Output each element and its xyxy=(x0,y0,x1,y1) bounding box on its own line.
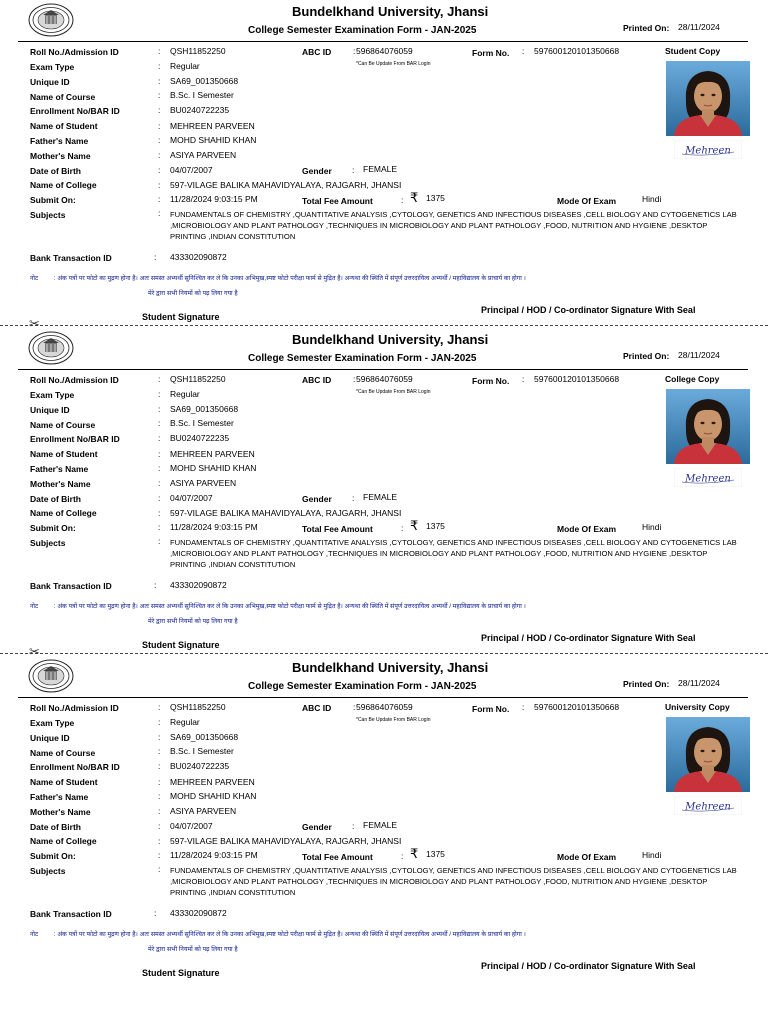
colon: : xyxy=(154,580,157,590)
dob-value: 04/07/2007 xyxy=(170,165,213,175)
abc-id-value: 596864076059 xyxy=(356,374,413,384)
note-text xyxy=(30,601,526,610)
college-value: 597-VILAGE BALIKA MAHAVIDYALAYA, RAJGARH, JHANSI xyxy=(170,508,402,518)
colon: : xyxy=(158,717,161,727)
roll-no-label: Roll No./Admission ID xyxy=(30,703,119,713)
subjects-label: Subjects xyxy=(30,538,66,548)
abc-id-note: *Can Be Update From BAR Login xyxy=(356,61,431,67)
exam-type-label: Exam Type xyxy=(30,390,75,400)
colon: : xyxy=(401,523,404,533)
university-logo-icon xyxy=(28,659,74,693)
student-name-label: Name of Student xyxy=(30,121,98,131)
submit-on-label: Submit On: xyxy=(30,851,76,861)
submit-on-value: 11/28/2024 9:03:15 PM xyxy=(170,522,258,532)
subjects-label: Subjects xyxy=(30,210,66,220)
colon: : xyxy=(158,777,161,787)
fee-label: Total Fee Amount xyxy=(302,196,373,206)
dob-label: Date of Birth xyxy=(30,494,81,504)
enrollment-value: BU0240722235 xyxy=(170,105,230,115)
gender-value: FEMALE xyxy=(363,164,398,174)
exam-type-label: Exam Type xyxy=(30,718,75,728)
colon: : xyxy=(158,389,161,399)
bank-transaction-label: Bank Transaction ID xyxy=(30,581,112,591)
student-name-value: MEHREEN PARVEEN xyxy=(170,777,255,787)
fee-value: 1375 xyxy=(426,521,445,531)
gender-value: FEMALE xyxy=(363,820,398,830)
note-label: नोट xyxy=(30,275,39,282)
cut-line xyxy=(0,653,768,654)
fee-label: Total Fee Amount xyxy=(302,852,373,862)
note-label: नोट xyxy=(30,603,39,610)
note-body: : अंक पत्रों पर फोटो का मुद्रण होना है। अतः समस्त अभ्यर्थी सुनिश्चित कर ले कि उनका अभिमुख,स्पष्ट फोटो परीक्षा फार्म से मुद्रित है। अन्यथा की स्थिति में संपूर्ण उत्तरदायित्व अभ्यर्थी / महाविद्यालय के प्राचार्य का होगा । xyxy=(53,931,526,938)
course-label: Name of Course xyxy=(30,92,96,102)
rupee-icon: ₹ xyxy=(410,846,419,861)
rupee-icon: ₹ xyxy=(410,518,419,533)
colon: : xyxy=(158,746,161,756)
course-label: Name of Course xyxy=(30,748,96,758)
printed-on-date: 28/11/2024 xyxy=(678,350,720,360)
form-no-label: Form No. xyxy=(472,48,510,58)
colon: : xyxy=(401,195,404,205)
student-name-label: Name of Student xyxy=(30,449,98,459)
mother-name-value: ASIYA PARVEEN xyxy=(170,478,237,488)
printed-on-date: 28/11/2024 xyxy=(678,22,720,32)
rupee-icon: ₹ xyxy=(410,190,419,205)
father-name-value: MOHD SHAHID KHAN xyxy=(170,791,257,801)
colon: : xyxy=(158,508,161,518)
course-value: B.Sc. I Semester xyxy=(170,90,234,100)
abc-id-value: 596864076059 xyxy=(356,702,413,712)
college-value: 597-VILAGE BALIKA MAHAVIDYALAYA, RAJGARH, JHANSI xyxy=(170,180,402,190)
principal-signature-label: Principal / HOD / Co-ordinator Signature With Seal xyxy=(481,305,696,315)
roll-no-label: Roll No./Admission ID xyxy=(30,375,119,385)
svg-text:Mehreen: Mehreen xyxy=(685,801,731,813)
colon: : xyxy=(158,404,161,414)
submit-on-label: Submit On: xyxy=(30,195,76,205)
unique-id-label: Unique ID xyxy=(30,733,70,743)
form-no-value: 597600120101350668 xyxy=(534,46,620,56)
colon: : xyxy=(158,121,161,131)
colon: : xyxy=(352,821,355,831)
colon: : xyxy=(158,761,161,771)
copy-label: College Copy xyxy=(665,374,720,384)
submit-on-label: Submit On: xyxy=(30,523,76,533)
mode-of-exam-value: Hindi xyxy=(642,522,662,532)
colon: : xyxy=(158,522,161,532)
enrollment-label: Enrollment No/BAR ID xyxy=(30,762,120,772)
student-photo xyxy=(666,61,750,136)
subjects-value: FUNDAMENTALS OF CHEMISTRY ,QUANTITATIVE ANALYSIS ,CYTOLOGY, GENETICS AND INFECTIOUS DISEASES ,CELL BIOLOGY AND CYTOGENETICS LAB ,MICROBIOLOGY AND PLANT PATHOLOGY ,TECHNIQUES IN MICROBIOLOGY AND PLANT PATHOLOGY ,FOOD, NUTRITION AND HYGIENE ,DESKTOP PRINTING ,INDIAN CONSTITUTION xyxy=(170,866,737,898)
gender-value: FEMALE xyxy=(363,492,398,502)
student-photo xyxy=(666,717,750,792)
colon: : xyxy=(352,493,355,503)
form-no-value: 597600120101350668 xyxy=(534,702,620,712)
colon: : xyxy=(158,374,161,384)
mother-name-label: Mother's Name xyxy=(30,807,91,817)
colon: : xyxy=(158,150,161,160)
fee-value: 1375 xyxy=(426,193,445,203)
abc-id-label: ABC ID xyxy=(302,47,332,57)
header-rule xyxy=(18,369,748,370)
note-text xyxy=(30,273,526,282)
header-rule xyxy=(18,41,748,42)
scissors-icon: ✂ xyxy=(29,644,40,659)
course-value: B.Sc. I Semester xyxy=(170,746,234,756)
svg-text:Mehreen: Mehreen xyxy=(685,473,731,485)
roll-no-value: QSH11852250 xyxy=(170,46,226,56)
bank-transaction-value: 433302090872 xyxy=(170,580,227,590)
dob-value: 04/07/2007 xyxy=(170,821,213,831)
note-body: : अंक पत्रों पर फोटो का मुद्रण होना है। अतः समस्त अभ्यर्थी सुनिश्चित कर ले कि उनका अभिमुख,स्पष्ट फोटो परीक्षा फार्म से मुद्रित है। अन्यथा की स्थिति में संपूर्ण उत्तरदायित्व अभ्यर्थी / महाविद्यालय के प्राचार्य का होगा । xyxy=(53,275,526,282)
colon: : xyxy=(158,821,161,831)
bank-transaction-value: 433302090872 xyxy=(170,908,227,918)
dob-label: Date of Birth xyxy=(30,166,81,176)
colon: : xyxy=(158,791,161,801)
printed-on-label: Printed On: xyxy=(623,23,670,33)
scissors-icon: ✂ xyxy=(29,316,40,331)
course-label: Name of Course xyxy=(30,420,96,430)
exam-type-value: Regular xyxy=(170,717,200,727)
colon: : xyxy=(158,850,161,860)
colon: : xyxy=(158,135,161,145)
note-text xyxy=(30,929,526,938)
colon: : xyxy=(158,836,161,846)
submit-on-value: 11/28/2024 9:03:15 PM xyxy=(170,194,258,204)
colon: : xyxy=(353,374,356,384)
form-no-label: Form No. xyxy=(472,376,510,386)
colon: : xyxy=(158,46,161,56)
unique-id-value: SA69_001350668 xyxy=(170,76,239,86)
subjects-value: FUNDAMENTALS OF CHEMISTRY ,QUANTITATIVE ANALYSIS ,CYTOLOGY, GENETICS AND INFECTIOUS DISEASES ,CELL BIOLOGY AND CYTOGENETICS LAB ,MICROBIOLOGY AND PLANT PATHOLOGY ,TECHNIQUES IN MICROBIOLOGY AND PLANT PATHOLOGY ,FOOD, NUTRITION AND HYGIENE ,DESKTOP PRINTING ,INDIAN CONSTITUTION xyxy=(170,538,737,570)
mother-name-label: Mother's Name xyxy=(30,479,91,489)
colon: : xyxy=(401,851,404,861)
fee-label: Total Fee Amount xyxy=(302,524,373,534)
principal-signature-label: Principal / HOD / Co-ordinator Signature With Seal xyxy=(481,961,696,971)
colon: : xyxy=(158,165,161,175)
student-signature-image xyxy=(674,796,742,815)
header-rule xyxy=(18,697,748,698)
colon: : xyxy=(158,449,161,459)
mode-of-exam-label: Mode Of Exam xyxy=(557,852,617,862)
university-logo-icon xyxy=(28,3,74,37)
colon: : xyxy=(158,433,161,443)
gender-label: Gender xyxy=(302,494,332,504)
student-signature-image xyxy=(674,140,742,159)
unique-id-value: SA69_001350668 xyxy=(170,404,239,414)
abc-id-label: ABC ID xyxy=(302,375,332,385)
colon: : xyxy=(522,46,525,56)
declaration-text: मेरे द्वारा सभी नियमों को पढ़ लिया गया है xyxy=(148,618,238,625)
bank-transaction-label: Bank Transaction ID xyxy=(30,909,112,919)
printed-on-label: Printed On: xyxy=(623,351,670,361)
university-name: Bundelkhand University, Jhansi xyxy=(292,660,489,675)
course-value: B.Sc. I Semester xyxy=(170,418,234,428)
gender-label: Gender xyxy=(302,166,332,176)
form-no-value: 597600120101350668 xyxy=(534,374,620,384)
colon: : xyxy=(158,105,161,115)
colon: : xyxy=(158,180,161,190)
principal-signature-label: Principal / HOD / Co-ordinator Signature With Seal xyxy=(481,633,696,643)
father-name-label: Father's Name xyxy=(30,464,89,474)
university-name: Bundelkhand University, Jhansi xyxy=(292,332,489,347)
colon: : xyxy=(158,194,161,204)
form-title: College Semester Examination Form - JAN-2025 xyxy=(248,25,477,36)
colon: : xyxy=(154,252,157,262)
colon: : xyxy=(522,374,525,384)
note-label: नोट xyxy=(30,931,39,938)
exam-type-label: Exam Type xyxy=(30,62,75,72)
printed-on-date: 28/11/2024 xyxy=(678,678,720,688)
colon: : xyxy=(158,493,161,503)
unique-id-label: Unique ID xyxy=(30,405,70,415)
college-label: Name of College xyxy=(30,508,97,518)
college-label: Name of College xyxy=(30,836,97,846)
mode-of-exam-value: Hindi xyxy=(642,850,662,860)
colon: : xyxy=(158,418,161,428)
dob-value: 04/07/2007 xyxy=(170,493,213,503)
colon: : xyxy=(158,463,161,473)
exam-type-value: Regular xyxy=(170,61,200,71)
mother-name-value: ASIYA PARVEEN xyxy=(170,806,237,816)
bank-transaction-label: Bank Transaction ID xyxy=(30,253,112,263)
student-photo xyxy=(666,389,750,464)
mother-name-value: ASIYA PARVEEN xyxy=(170,150,237,160)
mode-of-exam-label: Mode Of Exam xyxy=(557,524,617,534)
father-name-value: MOHD SHAHID KHAN xyxy=(170,463,257,473)
father-name-label: Father's Name xyxy=(30,136,89,146)
enrollment-value: BU0240722235 xyxy=(170,433,230,443)
student-signature-label: Student Signature xyxy=(142,640,220,650)
student-name-value: MEHREEN PARVEEN xyxy=(170,449,255,459)
colon: : xyxy=(522,702,525,712)
exam-form-copy xyxy=(0,0,768,328)
colon: : xyxy=(158,61,161,71)
dob-label: Date of Birth xyxy=(30,822,81,832)
roll-no-label: Roll No./Admission ID xyxy=(30,47,119,57)
copy-label: Student Copy xyxy=(665,46,721,56)
exam-form-copy xyxy=(0,656,768,984)
colon: : xyxy=(353,702,356,712)
roll-no-value: QSH11852250 xyxy=(170,702,226,712)
form-title: College Semester Examination Form - JAN-2025 xyxy=(248,353,477,364)
colon: : xyxy=(353,46,356,56)
colon: : xyxy=(352,165,355,175)
printed-on-label: Printed On: xyxy=(623,679,670,689)
colon: : xyxy=(158,536,161,546)
copy-label: University Copy xyxy=(665,702,730,712)
declaration-text: मेरे द्वारा सभी नियमों को पढ़ लिया गया है xyxy=(148,290,238,297)
colon: : xyxy=(158,478,161,488)
svg-text:Mehreen: Mehreen xyxy=(685,145,731,157)
subjects-label: Subjects xyxy=(30,866,66,876)
mode-of-exam-label: Mode Of Exam xyxy=(557,196,617,206)
enrollment-label: Enrollment No/BAR ID xyxy=(30,106,120,116)
student-signature-label: Student Signature xyxy=(142,968,220,978)
university-logo-icon xyxy=(28,331,74,365)
cut-line xyxy=(0,325,768,326)
gender-label: Gender xyxy=(302,822,332,832)
student-name-label: Name of Student xyxy=(30,777,98,787)
bank-transaction-value: 433302090872 xyxy=(170,252,227,262)
colon: : xyxy=(158,864,161,874)
colon: : xyxy=(158,806,161,816)
colon: : xyxy=(158,208,161,218)
exam-form-copy xyxy=(0,328,768,656)
colon: : xyxy=(158,76,161,86)
declaration-text: मेरे द्वारा सभी नियमों को पढ़ लिया गया है xyxy=(148,946,238,953)
abc-id-value: 596864076059 xyxy=(356,46,413,56)
student-signature-image xyxy=(674,468,742,487)
exam-type-value: Regular xyxy=(170,389,200,399)
form-title: College Semester Examination Form - JAN-2025 xyxy=(248,681,477,692)
colon: : xyxy=(158,702,161,712)
abc-id-label: ABC ID xyxy=(302,703,332,713)
college-label: Name of College xyxy=(30,180,97,190)
student-name-value: MEHREEN PARVEEN xyxy=(170,121,255,131)
mother-name-label: Mother's Name xyxy=(30,151,91,161)
colon: : xyxy=(154,908,157,918)
father-name-label: Father's Name xyxy=(30,792,89,802)
fee-value: 1375 xyxy=(426,849,445,859)
enrollment-label: Enrollment No/BAR ID xyxy=(30,434,120,444)
colon: : xyxy=(158,732,161,742)
unique-id-label: Unique ID xyxy=(30,77,70,87)
form-no-label: Form No. xyxy=(472,704,510,714)
subjects-value: FUNDAMENTALS OF CHEMISTRY ,QUANTITATIVE ANALYSIS ,CYTOLOGY, GENETICS AND INFECTIOUS DISEASES ,CELL BIOLOGY AND CYTOGENETICS LAB ,MICROBIOLOGY AND PLANT PATHOLOGY ,TECHNIQUES IN MICROBIOLOGY AND PLANT PATHOLOGY ,FOOD, NUTRITION AND HYGIENE ,DESKTOP PRINTING ,INDIAN CONSTITUTION xyxy=(170,210,737,242)
roll-no-value: QSH11852250 xyxy=(170,374,226,384)
submit-on-value: 11/28/2024 9:03:15 PM xyxy=(170,850,258,860)
unique-id-value: SA69_001350668 xyxy=(170,732,239,742)
colon: : xyxy=(158,90,161,100)
enrollment-value: BU0240722235 xyxy=(170,761,230,771)
note-body: : अंक पत्रों पर फोटो का मुद्रण होना है। अतः समस्त अभ्यर्थी सुनिश्चित कर ले कि उनका अभिमुख,स्पष्ट फोटो परीक्षा फार्म से मुद्रित है। अन्यथा की स्थिति में संपूर्ण उत्तरदायित्व अभ्यर्थी / महाविद्यालय के प्राचार्य का होगा । xyxy=(53,603,526,610)
abc-id-note: *Can Be Update From BAR Login xyxy=(356,389,431,395)
student-signature-label: Student Signature xyxy=(142,312,220,322)
college-value: 597-VILAGE BALIKA MAHAVIDYALAYA, RAJGARH, JHANSI xyxy=(170,836,402,846)
university-name: Bundelkhand University, Jhansi xyxy=(292,4,489,19)
father-name-value: MOHD SHAHID KHAN xyxy=(170,135,257,145)
abc-id-note: *Can Be Update From BAR Login xyxy=(356,717,431,723)
mode-of-exam-value: Hindi xyxy=(642,194,662,204)
